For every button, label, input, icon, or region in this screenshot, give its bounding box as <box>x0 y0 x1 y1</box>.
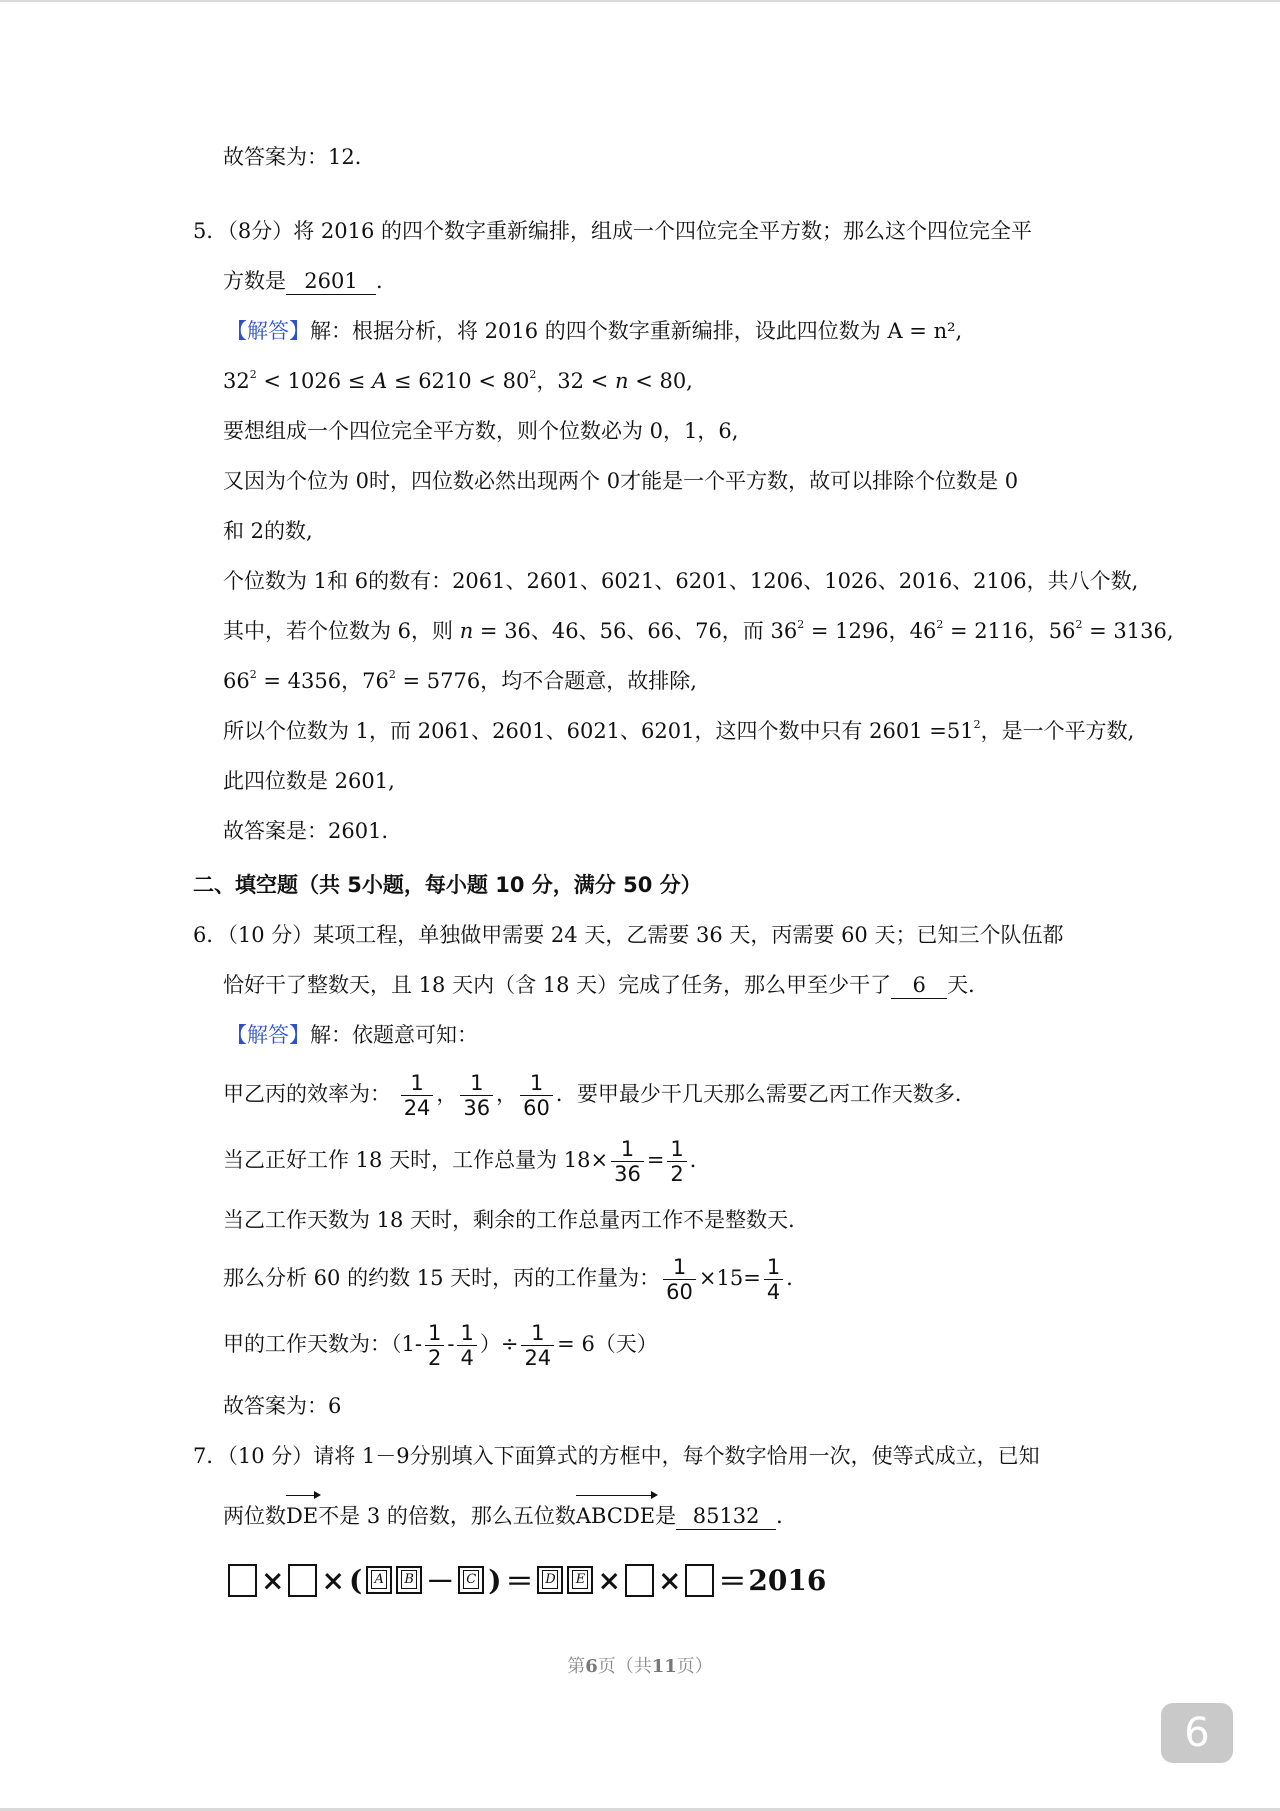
superscript: 2 <box>797 618 805 631</box>
denominator: 24 <box>521 1345 554 1370</box>
footer-total-pages: 11 <box>651 1656 677 1677</box>
fraction-1-4 <box>457 1321 476 1370</box>
numerator: 1 <box>529 1071 544 1095</box>
box-label: A <box>371 1570 387 1589</box>
q6-solution-line6 <box>223 1316 658 1372</box>
prev-answer: 故答案为：12． <box>223 145 376 169</box>
denominator: 4 <box>764 1279 783 1304</box>
q5-solution-tag: 【解答】 <box>226 319 310 343</box>
q6-solution-line4: 当乙工作天数为 18 天时，剩余的工作总量丙工作不是整数天． <box>223 1208 810 1232</box>
superscript: 2 <box>388 668 396 681</box>
numerator: 1 <box>531 1321 545 1345</box>
numerator: 1 <box>460 1321 474 1345</box>
q5-stem-line2 <box>223 266 397 296</box>
text-run: ． <box>776 1504 798 1528</box>
q7-stem-line1: 7．（10 分）请将 1－9分别填入下面算式的方框中，每个数字恰用一次，使等式成立，已知 <box>193 1444 1040 1468</box>
q7-stem-line2 <box>223 1501 797 1531</box>
text-run: 甲的工作天数为：（1- <box>223 1332 422 1356</box>
denominator: 36 <box>460 1095 493 1120</box>
q6-solution-line7: 故答案为：6 <box>223 1394 342 1418</box>
q6-solution-text: 解：依题意可知： <box>310 1023 478 1047</box>
q5-solution-line8 <box>223 666 697 696</box>
empty-box <box>685 1564 714 1597</box>
fraction-1-60 <box>663 1255 696 1304</box>
numerator: 1 <box>670 1137 684 1161</box>
numerator: 1 <box>766 1255 781 1279</box>
close-paren: ) <box>488 1563 502 1597</box>
q5-solution-line3: 要想组成一个四位完全平方数，则个位数必为 0，1，6, <box>223 419 739 443</box>
superscript: 2 <box>529 368 537 381</box>
fraction-1-4 <box>764 1255 783 1304</box>
period: ． <box>786 1266 808 1290</box>
q5-answer-blank: 2601 <box>286 268 376 295</box>
q6-stem-line2 <box>223 970 989 1000</box>
q6-efficiency-line <box>223 1066 976 1122</box>
equals-sign: ＝ <box>505 1565 534 1598</box>
minus-sign: － <box>426 1565 455 1598</box>
q5-solution-line5: 和 2的数, <box>223 519 313 543</box>
denominator: 4 <box>457 1345 476 1370</box>
q5-ineq-var: n <box>614 369 629 393</box>
empty-box <box>288 1564 317 1597</box>
text-run: 66 <box>223 669 250 693</box>
text-run: = 1296，46 <box>804 619 937 643</box>
times-sign: × <box>597 1563 621 1597</box>
text-run: 当乙正好工作 18 天时，工作总量为 18× <box>223 1148 609 1172</box>
q5-solution-line2 <box>223 366 693 396</box>
q7-answer-blank: 85132 <box>676 1503 776 1530</box>
q5-ineq-part: 32 <box>223 369 250 393</box>
fraction-1-2 <box>425 1321 444 1370</box>
denominator: 2 <box>667 1161 686 1186</box>
comma: ， <box>436 1082 458 1106</box>
text-run: = 2116，56 <box>943 619 1076 643</box>
times-sign: × <box>261 1563 285 1597</box>
equals: = <box>646 1148 665 1172</box>
period: ． <box>689 1148 711 1172</box>
text-run: 两位数 <box>223 1504 286 1528</box>
open-paren: ( <box>348 1563 363 1597</box>
box-e <box>567 1566 593 1594</box>
box-a <box>366 1566 392 1594</box>
q5-solution-line7 <box>223 616 1174 646</box>
fraction-1-24 <box>401 1071 434 1120</box>
denominator: 60 <box>663 1279 696 1304</box>
numerator: 1 <box>620 1137 635 1161</box>
text-run: ，是一个平方数, <box>980 719 1135 743</box>
q6-solution-line3 <box>223 1132 711 1188</box>
box-b <box>396 1566 422 1594</box>
minus: - <box>447 1332 455 1356</box>
text-run: 是 <box>655 1504 677 1528</box>
text-run: 甲乙丙的效率为： <box>223 1082 391 1106</box>
fraction-1-24 <box>521 1321 554 1370</box>
overline-abcde: ABCDE <box>576 1501 655 1531</box>
text-run: = 4356，76 <box>256 669 389 693</box>
q5-solution-text: 解：根据分析，将 2016 的四个数字重新编排，设此四位数为 A = n², <box>310 319 963 343</box>
overline-de: DE <box>286 1501 318 1531</box>
empty-box <box>228 1564 257 1597</box>
q5-ineq-part: < 1026 ≤ <box>256 369 373 393</box>
numerator: 1 <box>410 1071 424 1095</box>
equation-result: 2016 <box>748 1563 827 1597</box>
q6-stem-text: 恰好干了整数天，且 18 天内（含 18 天）完成了任务，那么甲至少干了 <box>223 973 892 997</box>
fraction-1-36 <box>460 1071 493 1120</box>
footer-text: 页（共 <box>597 1656 652 1677</box>
q5-solution-line9 <box>223 716 1134 746</box>
footer-text: 第 <box>567 1656 586 1677</box>
q5-solution-line1 <box>226 316 962 346</box>
q5-ineq-var: A <box>372 369 388 393</box>
q5-ineq-part: < 80, <box>628 369 693 393</box>
box-label: C <box>463 1570 479 1589</box>
q5-solution-line6: 个位数为 1和 6的数有：2061、2601、6021、6201、1206、1026、2016、2106，共八个数, <box>223 569 1139 593</box>
box-label: D <box>542 1570 558 1589</box>
page-number-badge[interactable]: 6 <box>1161 1703 1233 1763</box>
fraction-1-60 <box>520 1071 553 1120</box>
comma: ， <box>496 1082 518 1106</box>
q5-stem-end: ． <box>376 269 397 293</box>
denominator: 36 <box>611 1161 644 1186</box>
fraction-1-2 <box>667 1137 686 1186</box>
times-sign: × <box>657 1563 682 1597</box>
numerator: 1 <box>427 1321 442 1345</box>
puzzle-equation <box>226 1560 826 1600</box>
text-run: = 6（天） <box>557 1332 658 1356</box>
q6-solution-line5 <box>223 1250 807 1306</box>
denominator: 60 <box>520 1095 553 1120</box>
box-d <box>537 1566 563 1594</box>
denominator: 2 <box>425 1345 444 1370</box>
page-footer <box>0 1652 1280 1678</box>
box-label: B <box>401 1570 417 1589</box>
text-run: = 3136, <box>1082 619 1174 643</box>
text-run: = 36、46、56、66、76，而 36 <box>473 619 798 643</box>
superscript: 2 <box>1075 618 1083 631</box>
q6-answer-blank: 6 <box>891 972 947 999</box>
variable: n <box>459 619 474 643</box>
superscript: 2 <box>973 718 981 731</box>
empty-box <box>625 1564 654 1597</box>
box-label: E <box>572 1570 588 1589</box>
box-c <box>458 1566 484 1594</box>
equals-sign: ＝ <box>718 1565 747 1598</box>
text-run: 那么分析 60 的约数 15 天时，丙的工作量为： <box>223 1266 661 1290</box>
q5-ineq-part: ≤ 6210 < 80 <box>387 369 530 393</box>
text-run: ）÷ <box>479 1332 519 1356</box>
superscript: 2 <box>249 368 257 381</box>
q6-solution-line1 <box>226 1020 478 1050</box>
fraction-1-36 <box>611 1137 644 1186</box>
superscript: 2 <box>936 618 944 631</box>
superscript: 2 <box>249 668 257 681</box>
text-run: ×15= <box>698 1266 761 1290</box>
q5-stem-text: 方数是 <box>223 269 286 293</box>
text-run: = 5776，均不合题意，故排除, <box>395 669 697 693</box>
q5-solution-line11: 故答案是：2601． <box>223 819 403 843</box>
text-run: 所以个位数为 1，而 2061、2601、6021、6201，这四个数中只有 2601 =51 <box>223 719 974 743</box>
q6-stem-end: 天． <box>947 973 990 997</box>
text-run: 其中，若个位数为 6，则 <box>223 619 460 643</box>
times-sign: × <box>321 1563 345 1597</box>
q6-stem-line1: 6．（10 分）某项工程，单独做甲需要 24 天，乙需要 36 天，丙需要 60 天；已知三个队伍都 <box>193 923 1064 947</box>
q5-solution-line10: 此四位数是 2601, <box>223 769 395 793</box>
q5-solution-line4: 又因为个位为 0时，四位数必然出现两个 0才能是一个平方数，故可以排除个位数是 0 <box>223 469 1019 493</box>
text-run: 不是 3 的倍数，那么五位数 <box>318 1504 576 1528</box>
footer-page-number: 6 <box>585 1656 598 1677</box>
numerator: 1 <box>470 1071 484 1095</box>
q6-solution-tag: 【解答】 <box>226 1023 310 1047</box>
footer-text: 页） <box>676 1656 713 1677</box>
q5-ineq-part: ，32 < <box>536 369 615 393</box>
text-run: ．要甲最少干几天那么需要乙丙工作天数多． <box>555 1082 976 1106</box>
q5-stem-line1: 5．（8分）将 2016 的四个数字重新编排，组成一个四位完全平方数；那么这个四位完全平 <box>193 219 1033 243</box>
section-header: 二、填空题（共 5小题，每小题 10 分，满分 50 分） <box>193 873 702 897</box>
numerator: 1 <box>672 1255 687 1279</box>
denominator: 24 <box>401 1095 434 1120</box>
top-divider <box>0 0 1280 2</box>
